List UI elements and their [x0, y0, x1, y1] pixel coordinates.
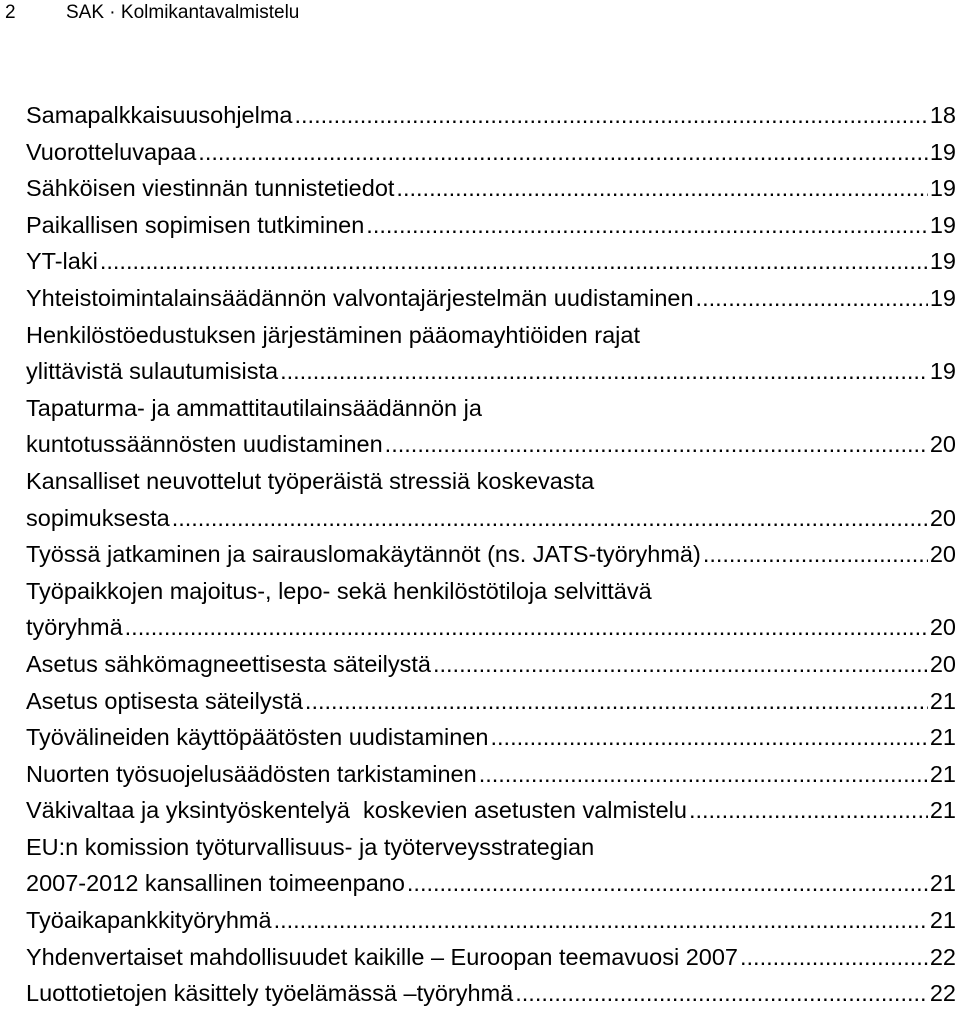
toc-entry-line [26, 975, 956, 1012]
toc-page-number: 21 [929, 907, 956, 934]
toc-dot-leader [198, 134, 928, 171]
toc-page-number: 21 [929, 687, 956, 714]
toc-entry-title-line: Kansalliset neuvottelut työperäistä stressiä koskevasta [26, 467, 595, 494]
toc-page-number: 20 [929, 504, 956, 531]
toc-dot-leader [703, 536, 928, 573]
toc-entry-title: Nuorten työsuojelusäädösten tarkistaminen [26, 760, 477, 787]
toc-entry-line [26, 865, 956, 902]
toc-entry[interactable] [26, 390, 956, 463]
toc-dot-leader [479, 756, 928, 793]
toc-dot-leader [740, 939, 928, 976]
toc-dot-leader [696, 280, 928, 317]
toc-entry-title: Vuorotteluvapaa [26, 138, 197, 165]
toc-page-number: 20 [929, 614, 956, 641]
toc-dot-leader [407, 865, 928, 902]
toc-page-number: 19 [929, 358, 956, 385]
toc-dot-leader [305, 683, 928, 720]
toc-entry[interactable] [26, 829, 956, 902]
toc-entry[interactable] [26, 317, 956, 390]
toc-entry[interactable] [26, 243, 956, 280]
toc-page-number: 21 [929, 760, 956, 787]
toc-page-number: 21 [929, 797, 956, 824]
toc-entry-line [26, 609, 956, 646]
toc-entry-title: Asetus sähkömagneettisesta säteilystä [26, 650, 431, 677]
toc-entry-title: Yhdenvertaiset mahdollisuudet kaikille – Euroopan teemavuosi 2007 [26, 943, 738, 970]
toc-entry-line [26, 536, 956, 573]
toc-entry-line [26, 426, 956, 463]
toc-dot-leader [294, 97, 927, 134]
toc-page-number: 22 [929, 980, 956, 1007]
toc-entry[interactable] [26, 939, 956, 976]
toc-entry-title: työryhmä [26, 614, 123, 641]
toc-entry-title: Asetus optisesta säteilystä [26, 687, 303, 714]
toc-entry-title-line: EU:n komission työturvallisuus- ja työterveysstrategian [26, 833, 595, 860]
toc-entry-title: sopimuksesta [26, 504, 170, 531]
toc-page-number: 19 [929, 138, 956, 165]
toc-page-number: 19 [929, 211, 956, 238]
toc-entry-title: Väkivaltaa ja yksintyöskentelyä koskevien asetusten valmistelu [26, 797, 687, 824]
toc-entry-line [26, 500, 956, 537]
toc-entry[interactable] [26, 902, 956, 939]
toc-dot-leader [515, 975, 928, 1012]
toc-entry-line [26, 207, 956, 244]
toc-page-number: 20 [929, 650, 956, 677]
toc-entry[interactable] [26, 97, 956, 134]
toc-entry-title: Työvälineiden käyttöpäätösten uudistaminen [26, 724, 489, 751]
toc-entry-title: Sähköisen viestinnän tunnistetiedot [26, 175, 395, 202]
toc-page-number: 18 [929, 102, 956, 128]
toc-entry[interactable] [26, 463, 956, 536]
toc-entry-title-line: Henkilöstöedustuksen järjestäminen pääomayhtiöiden rajat [26, 321, 640, 348]
toc-entry[interactable] [26, 792, 956, 829]
toc-dot-leader [366, 207, 928, 244]
toc-entry-title: Työaikapankkityöryhmä [26, 907, 272, 934]
toc-page-number: 19 [929, 284, 956, 311]
toc-entry-title: Paikallisen sopimisen tutkiminen [26, 211, 365, 238]
toc-dot-leader [125, 609, 928, 646]
toc-entry[interactable] [26, 170, 956, 207]
page-header [0, 0, 960, 28]
toc-dot-leader [490, 719, 927, 756]
toc-page-number: 19 [929, 248, 956, 275]
toc-entry-title-line: Työpaikkojen majoitus-, lepo- sekä henkilöstötiloja selvittävä [26, 577, 652, 604]
toc-entry[interactable] [26, 134, 956, 171]
toc-entry-line [26, 243, 956, 280]
toc-entry-title: Työssä jatkaminen ja sairauslomakäytännöt (ns. JATS-työryhmä) [26, 541, 701, 568]
toc-entry-line [26, 646, 956, 683]
toc-dot-leader [172, 500, 928, 537]
toc-page-number: 22 [929, 943, 956, 970]
toc-entry-title: ylittävistä sulautumisista [26, 358, 279, 385]
toc-entry-title: kuntotussäännösten uudistaminen [26, 431, 383, 458]
toc-dot-leader [280, 353, 928, 390]
toc-page-number: 19 [929, 175, 956, 202]
toc-entry-title: Luottotietojen käsittely työelämässä –työryhmä [26, 980, 514, 1007]
toc-entry[interactable] [26, 756, 956, 793]
toc-entry-line [26, 353, 956, 390]
toc-page-number: 20 [929, 431, 956, 458]
toc-entry-line [26, 792, 956, 829]
toc-entry[interactable] [26, 646, 956, 683]
toc-dot-leader [433, 646, 928, 683]
toc-entry[interactable] [26, 280, 956, 317]
page-number: 2 [5, 2, 16, 23]
toc-dot-leader [100, 243, 928, 280]
toc-dot-leader [689, 792, 928, 829]
toc-entry-line [26, 683, 956, 720]
toc-entry-title: 2007-2012 kansallinen toimeenpano [26, 870, 405, 897]
toc-entry[interactable] [26, 719, 956, 756]
toc-entry-title: Samapalkkaisuusohjelma [26, 102, 293, 128]
toc-dot-leader [385, 426, 928, 463]
toc-entry[interactable] [26, 573, 956, 646]
toc-entry-line [26, 170, 956, 207]
toc-page-number: 20 [929, 541, 956, 568]
running-header-title: SAK · Kolmikantavalmistelu [66, 2, 300, 23]
toc-entry-line [26, 939, 956, 976]
toc-dot-leader [396, 170, 927, 207]
toc-entry[interactable] [26, 536, 956, 573]
toc-entry-line [26, 134, 956, 171]
toc-entry-line [26, 756, 956, 793]
toc-entry[interactable] [26, 683, 956, 720]
toc-entry-title: YT-laki [26, 248, 98, 275]
toc-dot-leader [274, 902, 928, 939]
table-of-contents [26, 97, 956, 1012]
toc-page-number: 21 [929, 870, 956, 897]
toc-entry[interactable] [26, 207, 956, 244]
toc-page-number: 21 [929, 724, 956, 751]
toc-entry[interactable] [26, 975, 956, 1012]
toc-entry-line [26, 97, 956, 134]
toc-entry-line [26, 280, 956, 317]
toc-entry-title: Yhteistoimintalainsäädännön valvontajärjestelmän uudistaminen [26, 284, 694, 311]
toc-entry-line [26, 719, 956, 756]
toc-entry-title-line: Tapaturma- ja ammattitautilainsäädännön ja [26, 394, 482, 421]
toc-entry-line [26, 902, 956, 939]
